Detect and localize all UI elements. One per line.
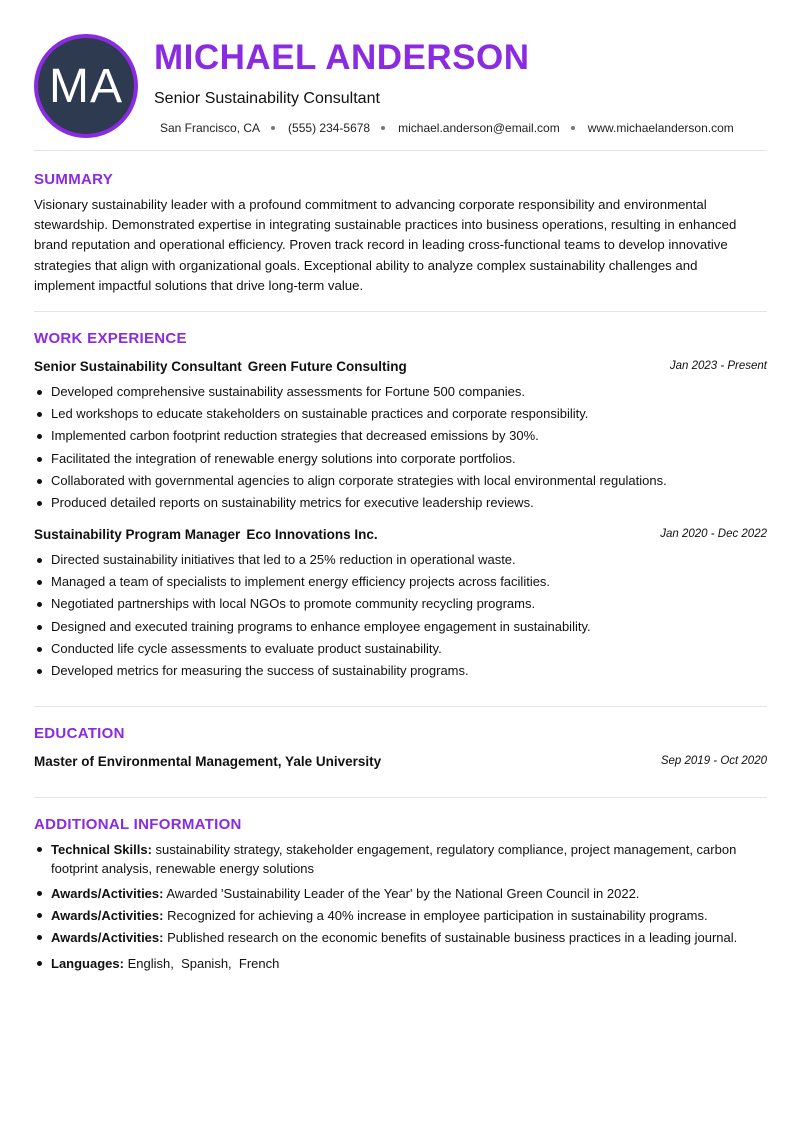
- job-bullet-list: [34, 381, 764, 514]
- item-text: sustainability strategy, stakeholder engagement, regulatory compliance, project management, carbon footprint analysis, renewable energy solutions: [51, 842, 737, 876]
- avatar-initials: MA: [49, 59, 123, 113]
- item-text: Recognized for achieving a 40% increase in employee participation in sustainability programs.: [167, 908, 708, 923]
- job-title: [34, 359, 407, 374]
- list-item: Facilitated the integration of renewable energy solutions into corporate portfolios.: [34, 448, 764, 470]
- list-item: Conducted life cycle assessments to evaluate product sustainability.: [34, 638, 764, 660]
- list-item: Developed comprehensive sustainability assessments for Fortune 500 companies.: [34, 381, 764, 403]
- list-item: [34, 906, 759, 925]
- list-item: Implemented carbon footprint reduction strategies that decreased emissions by 30%.: [34, 425, 764, 447]
- item-text: Published research on the economic benefits of sustainable business practices in a leading journal.: [167, 930, 738, 945]
- section-divider: [34, 150, 767, 151]
- job-company: Eco Innovations Inc.: [246, 527, 378, 542]
- summary-heading: SUMMARY: [34, 171, 114, 188]
- job-dates: Jan 2023 - Present: [669, 360, 767, 372]
- job-dates: Jan 2020 - Dec 2022: [660, 528, 767, 540]
- additional-info-list: [34, 840, 759, 973]
- list-item: Collaborated with governmental agencies to align corporate strategies with local environmental regulations.: [34, 470, 764, 492]
- item-text: Awarded 'Sustainability Leader of the Year' by the National Green Council in 2022.: [166, 886, 640, 901]
- dot-separator-icon: [381, 126, 385, 130]
- item-label: Awards/Activities:: [51, 886, 164, 901]
- additional-info-heading: ADDITIONAL INFORMATION: [34, 816, 242, 833]
- list-item: [34, 954, 759, 973]
- section-divider: [34, 311, 767, 312]
- candidate-name: MICHAEL ANDERSON: [154, 38, 530, 77]
- education-dates: Sep 2019 - Oct 2020: [660, 755, 767, 767]
- resume-header: [34, 34, 767, 138]
- dot-separator-icon: [571, 126, 575, 130]
- candidate-title: Senior Sustainability Consultant: [154, 90, 380, 107]
- item-label: Awards/Activities:: [51, 908, 164, 923]
- item-text: English, Spanish, French: [127, 956, 280, 971]
- list-item: [34, 884, 759, 903]
- job-title: [34, 527, 378, 542]
- summary-text: Visionary sustainability leader with a profound commitment to advancing corporate responsibility and environmental stewardship. Demonstrated expertise in integrating sustainable practices into business operations, resulting in enhanced brand reputation and operational efficiency. Proven track record in leading cross-functional teams to develop innovative strategies that align with organizational goals. Exceptional ability to analyze complex sustainability challenges and implement impactful solutions that drive long-term value.: [34, 197, 737, 293]
- contact-info: [160, 121, 734, 135]
- item-label: Awards/Activities:: [51, 930, 164, 945]
- list-item: Managed a team of specialists to implement energy efficiency projects across facilities.: [34, 571, 764, 593]
- education-entry: [34, 754, 767, 772]
- item-label: Technical Skills:: [51, 842, 152, 857]
- section-divider: [34, 797, 767, 798]
- job-header: [34, 359, 767, 377]
- work-experience-heading: WORK EXPERIENCE: [34, 330, 187, 347]
- section-divider: [34, 706, 767, 707]
- job-header: [34, 527, 767, 545]
- contact-location: San Francisco, CA: [160, 121, 261, 135]
- contact-phone: (555) 234-5678: [288, 121, 371, 135]
- list-item: Directed sustainability initiatives that led to a 25% reduction in operational waste.: [34, 549, 764, 571]
- list-item: [34, 840, 759, 878]
- education-heading: EDUCATION: [34, 725, 125, 742]
- job-bullet-list: [34, 549, 764, 682]
- list-item: [34, 928, 759, 947]
- dot-separator-icon: [271, 126, 275, 130]
- contact-email[interactable]: michael.anderson@email.com: [398, 121, 560, 135]
- item-label: Languages:: [51, 956, 124, 971]
- job-company: Green Future Consulting: [247, 359, 407, 374]
- list-item: Negotiated partnerships with local NGOs to promote community recycling programs.: [34, 593, 764, 615]
- list-item: Developed metrics for measuring the success of sustainability programs.: [34, 660, 764, 682]
- education-degree: Master of Environmental Management, Yale University: [34, 754, 382, 769]
- job-position: Sustainability Program Manager: [34, 527, 241, 542]
- job-position: Senior Sustainability Consultant: [34, 359, 242, 374]
- list-item: Designed and executed training programs to enhance employee engagement in sustainability.: [34, 616, 764, 638]
- avatar: [34, 34, 138, 138]
- list-item: Led workshops to educate stakeholders on sustainable practices and corporate responsibility.: [34, 403, 764, 425]
- list-item: Produced detailed reports on sustainability metrics for executive leadership reviews.: [34, 492, 764, 514]
- contact-website[interactable]: www.michaelanderson.com: [587, 121, 734, 135]
